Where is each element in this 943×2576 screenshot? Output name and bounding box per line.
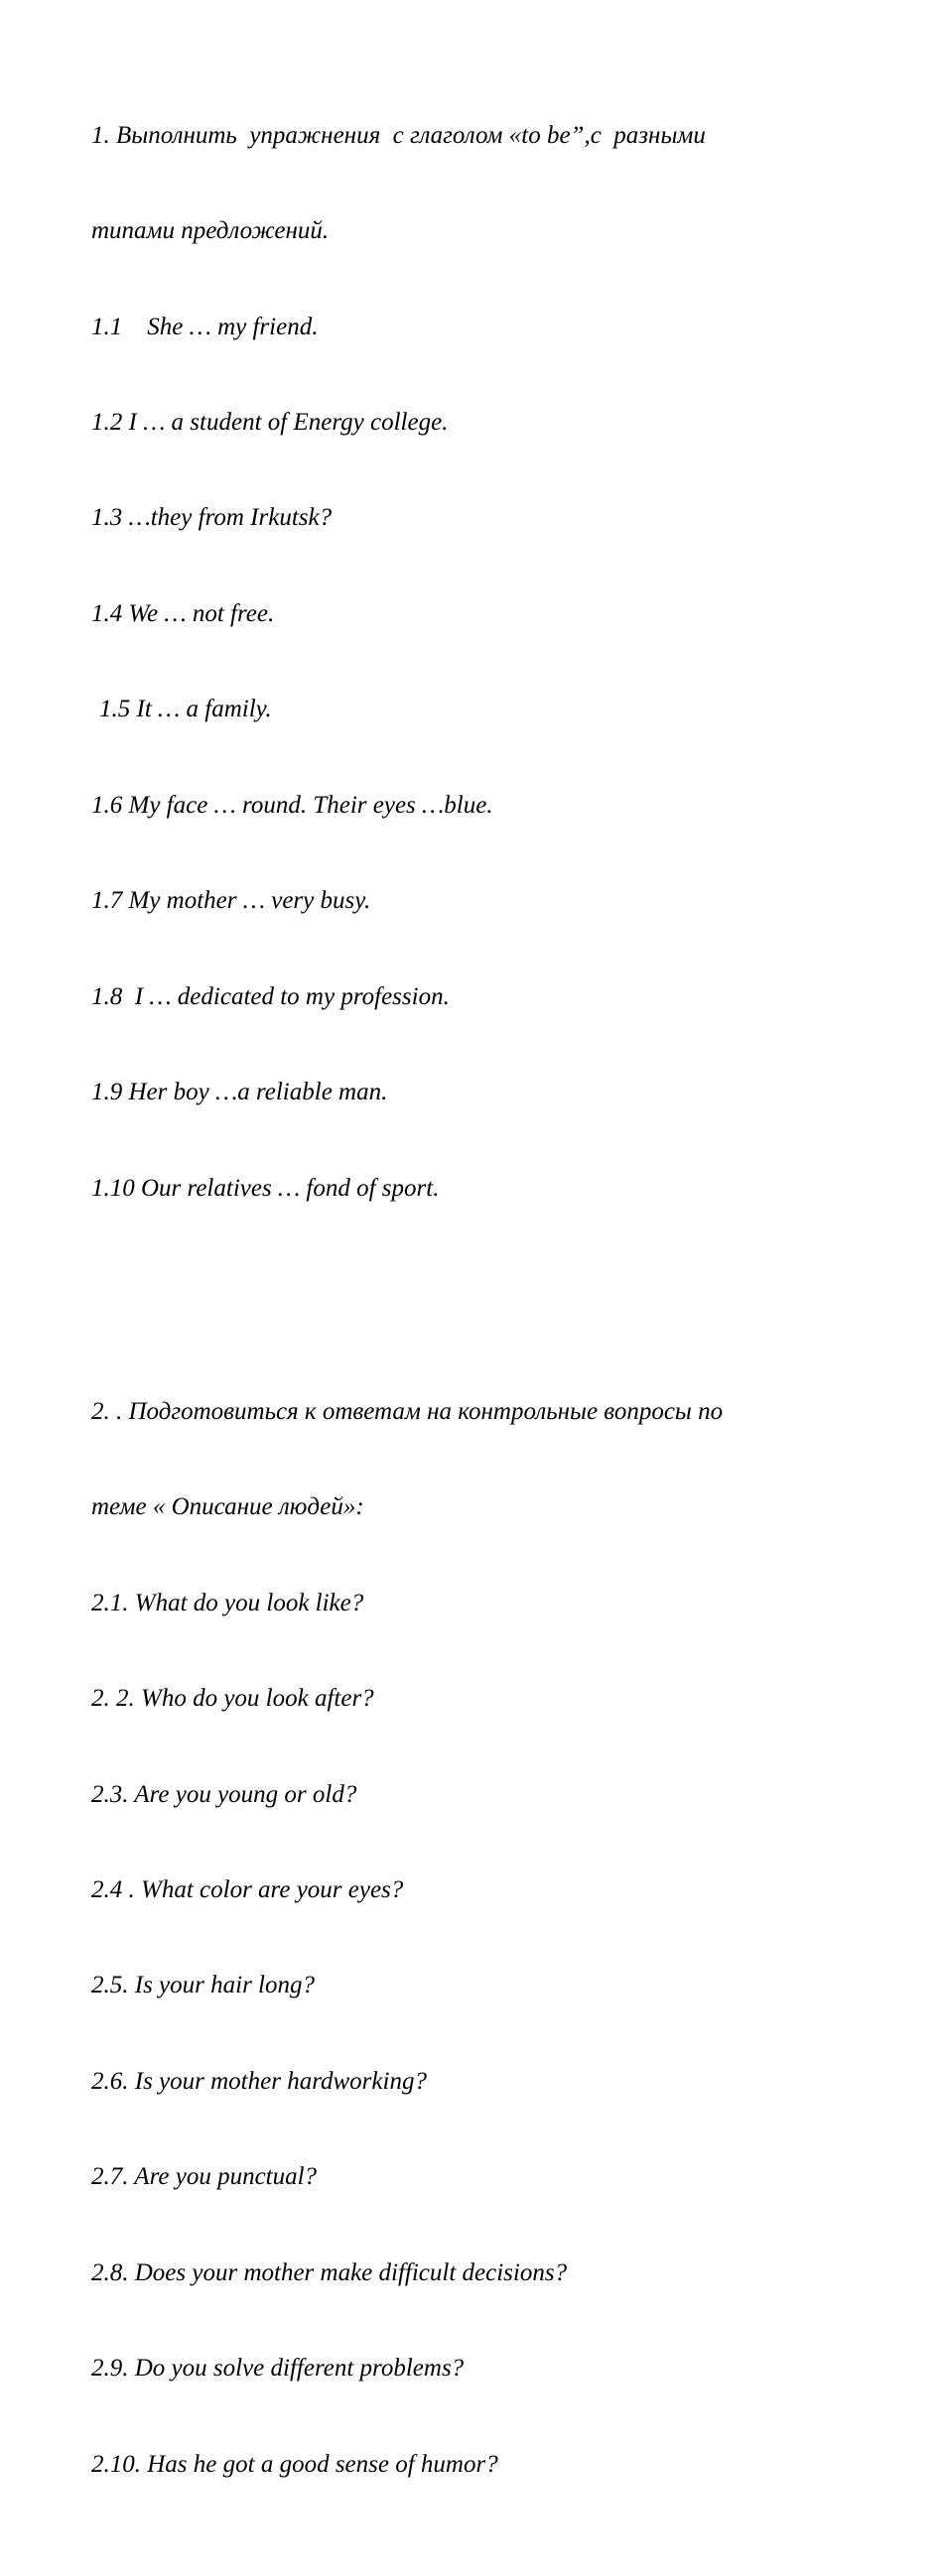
section-2-heading-line-1: 2. . Подготовиться к ответам на контрольные вопросы по — [91, 1397, 724, 1425]
question-item: 2.9. Do you solve different problems? — [91, 2355, 465, 2383]
question-item: 2.7. Are you punctual? — [91, 2163, 318, 2191]
question-item: 2. 2. Who do you look after? — [91, 1685, 374, 1713]
section-2 — [91, 1332, 925, 2544]
exercise-item: 1.5 It … a family. — [99, 696, 272, 723]
exercise-item: 1.4 We … not free. — [91, 599, 275, 627]
exercise-item: 1.10 Our relatives … fond of sport. — [91, 1174, 440, 1202]
exercise-item: 1.3 …they from Irkutsk? — [91, 504, 333, 532]
section-2-heading-line-2: теме « Описание людей»: — [91, 1493, 364, 1521]
section-1-heading-line-1: 1. Выполнить упражнения с глаголом «to be”,с разными — [91, 121, 706, 149]
section-1 — [91, 56, 925, 1268]
exercise-item: 1.8 I … dedicated to my profession. — [91, 982, 450, 1010]
document-page — [91, 0, 925, 2576]
question-item: 2.10. Has he got a good sense of humor? — [91, 2450, 498, 2478]
question-item: 2.8. Does your mother make difficult decisions? — [91, 2258, 568, 2286]
question-item: 2.5. Is your hair long? — [91, 1972, 315, 1999]
exercise-item: 1.1 She … my friend. — [91, 313, 319, 340]
question-item: 2.6. Is your mother hardworking? — [91, 2067, 427, 2095]
question-item: 2.1. What do you look like? — [91, 1589, 364, 1616]
section-1-heading-line-2: типами предложений. — [91, 217, 330, 245]
question-item: 2.3. Are you young or old? — [91, 1780, 357, 1808]
exercise-item: 1.7 My mother … very busy. — [91, 887, 371, 915]
exercise-item: 1.2 I … a student of Energy college. — [91, 408, 449, 436]
exercise-item: 1.9 Her boy …a reliable man. — [91, 1079, 388, 1106]
exercise-item: 1.6 My face … round. Their eyes …blue. — [91, 791, 493, 819]
question-item: 2.4 . What color are your eyes? — [91, 1875, 404, 1903]
